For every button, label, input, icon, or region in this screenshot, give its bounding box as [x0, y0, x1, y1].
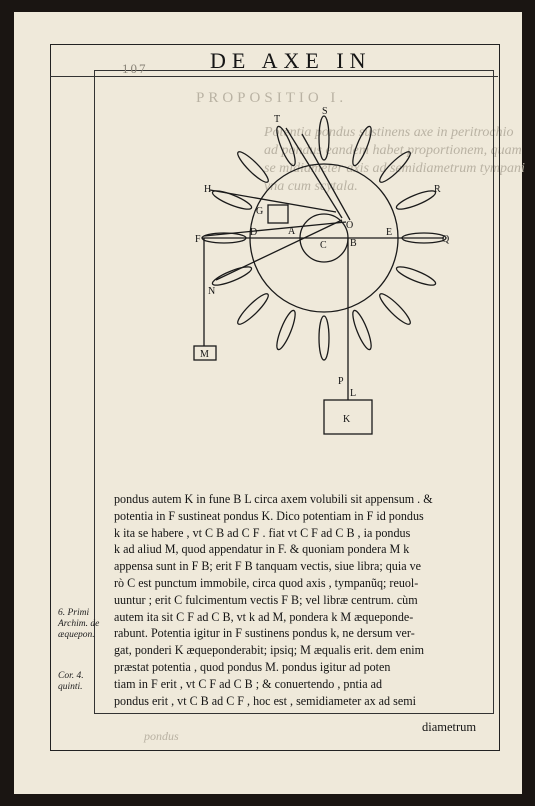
margin-note [58, 608, 110, 641]
bleed-through-heading: PROPOSITIO I. [196, 90, 348, 106]
margin-note [58, 671, 110, 693]
margin-note-line: quinti. [58, 682, 83, 692]
margin-note-line: 6. Primi [58, 608, 90, 618]
label-r: R [434, 184, 441, 195]
body-text [114, 491, 492, 709]
margin-note-line: Archim. de [58, 619, 100, 629]
bleed-through-line: se midiameter axis ad semidiametrum tympani [264, 161, 525, 176]
label-h: H [204, 184, 212, 195]
body-line: rò C est punctum immobile, circa quod axis , tympanũq; reuol- [114, 575, 419, 590]
label-c: C [320, 240, 327, 251]
body-line: potentia in F sustineat pondus K. Dico potentiam in F id pondus [114, 508, 424, 523]
body-line: pondus autem K in fune B L circa axem volubili sit appensum . & [114, 492, 433, 506]
margin-note-line: Cor. 4. [58, 671, 84, 681]
label-g: G [256, 206, 264, 217]
body-line: k ita se habere , vt C B ad C F . fiat vt C F ad C B , ia pondus [114, 525, 411, 540]
body-line: rabunt. Potentia igitur in F sustinens pondus k, ne dersum ver- [114, 626, 415, 641]
label-d: D [250, 227, 258, 238]
wheel-axle-diagram [98, 80, 478, 480]
body-line: gat, ponderi K æqueponderabit; ipsiq; M æqualis erit. dem enim [114, 643, 425, 658]
label-q: Q [442, 234, 450, 245]
label-a: A [288, 226, 296, 237]
label-b: B [350, 238, 357, 249]
label-e: E [386, 227, 393, 238]
label-o: O [346, 220, 354, 231]
catchword: diametrum [422, 720, 477, 734]
book-page [14, 12, 525, 794]
label-p: P [338, 376, 344, 387]
body-line: k ad aliud M, quod appendatur in F. & quoniam pondera M k [114, 542, 410, 557]
label-l: L [350, 388, 357, 399]
label-t: T [274, 114, 281, 125]
bleed-through-line: Potentia pondus sustinens axe in peritrochio [264, 125, 514, 140]
body-line: tiam in F erit , vt C F ad C B ; & conuertendo , pntia ad [114, 676, 383, 691]
page-number: 107 [122, 61, 148, 76]
body-line: autem ita sit C F ad C B, vt k ad M, pondera k M æqueponde- [114, 609, 414, 624]
body-line: præstat potentia , quod pondus M. pondus igitur ad poten [114, 659, 391, 674]
label-m: M [200, 349, 209, 360]
label-f: F [195, 234, 201, 245]
running-head: DE AXE IN [210, 48, 372, 73]
bleed-through-line: vna cum scytala. [264, 179, 358, 194]
margin-note-line: æquepon. [58, 630, 95, 640]
label-k: K [343, 414, 351, 425]
body-line: pondus erit , vt C B ad C F , hoc est , semidiameter ax ad semi [114, 693, 416, 708]
body-line: appensa sunt in F B; erit F B tanquam vectis, siue libra; quia ve [114, 559, 421, 574]
label-n: N [208, 286, 216, 297]
bleed-through-bottom: pondus [144, 729, 179, 743]
label-s: S [322, 106, 328, 117]
body-line: uuntur ; erit C fulcimentum vectis F B; vel libræ centrum. cùm [114, 592, 418, 607]
bleed-through-line: ad pondus eandem habet proportionem, quam [264, 143, 522, 158]
